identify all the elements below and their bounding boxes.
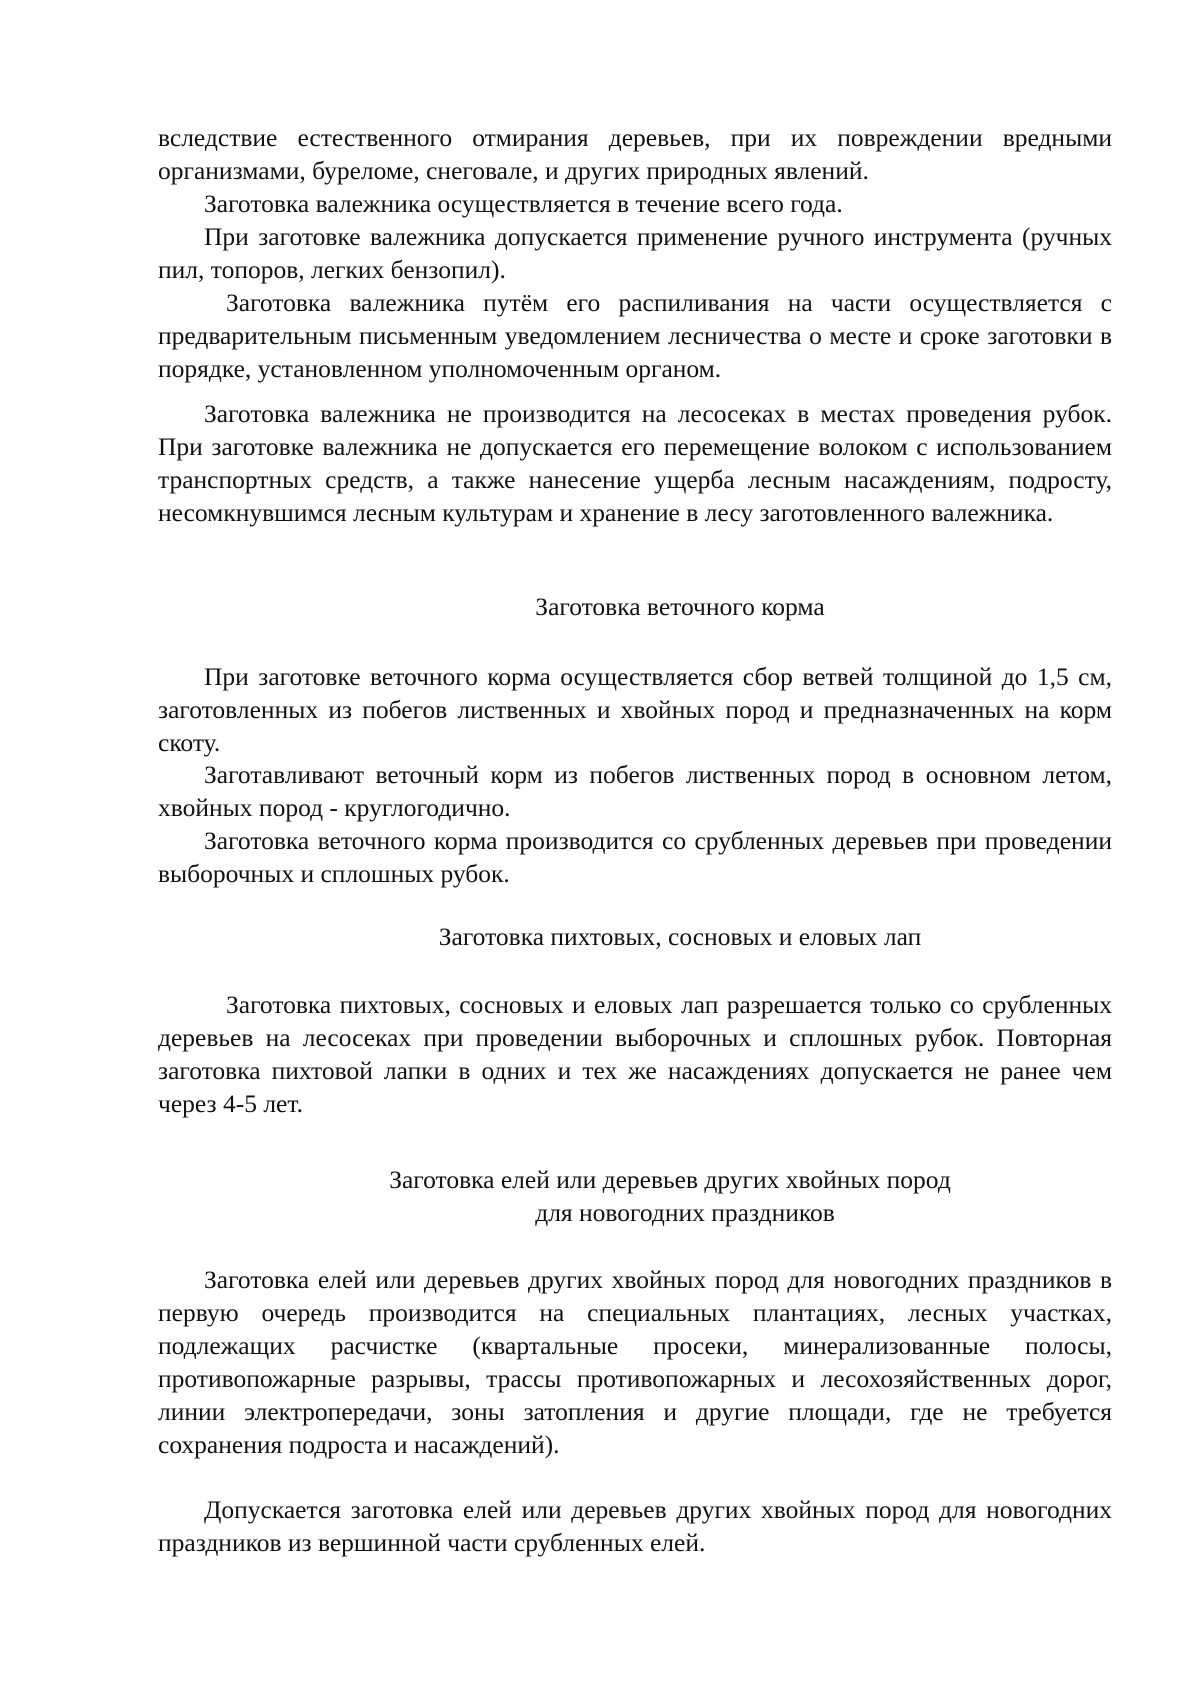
heading-new-year-trees-line2: для новогодних праздников xyxy=(535,1198,835,1227)
paragraph-notice: Заготовка валежника путём его распиливания на части осуществляется с предварительным письменным уведомлением лесничества о месте и сроке заготовки в порядке, установленном уполномоченным органом. xyxy=(158,288,1112,383)
paragraph-continuation: вследствие естественного отмирания деревьев, при их повреждении вредными организмами, буреломе, снеговале, и других природных явлений. xyxy=(158,123,1112,185)
paragraph-paws-1: Заготовка пихтовых, сосновых и еловых лап разрешается только со срубленных деревьев на лесосеках при проведении выборочных и сплошных рубок. Повторная заготовка пихтовой лапки в одних и тех же насаждениях допускается не ранее чем через 4-5 лет. xyxy=(158,990,1112,1118)
paragraph-tools: При заготовке валежника допускается применение ручного инструмента (ручных пил, топоров, легких бензопил). xyxy=(158,222,1112,284)
paragraph-restrictions: Заготовка валежника не производится на лесосеках в местах проведения рубок. При заготовке валежника не допускается его перемещение волоком с использованием транспортных средств, а также нанесение ущерба лесным насаждениям, подросту, несомкнувшимся лесным культурам и хранение в лесу заготовленного валежника. xyxy=(158,399,1112,527)
heading-paws: Заготовка пихтовых, сосновых и еловых лап xyxy=(438,922,922,951)
paragraph-branch-feed-2: Заготавливают веточный корм из побегов лиственных пород в основном летом, хвойных пород - круглогодично. xyxy=(158,760,1112,822)
paragraph-new-year-trees-1: Заготовка елей или деревьев других хвойных пород для новогодних праздников в первую очередь производится на специальных плантациях, лесных участках, подлежащих расчистке (квартальные просеки, минерализованные полосы, противопожарные разрывы, трассы противопожарных и лесохозяйственных дорог, линии электропередачи, зоны затопления и другие площади, где не требуется сохранения подроста и насаждений). xyxy=(158,1265,1112,1459)
paragraph-year-round: Заготовка валежника осуществляется в течение всего года. xyxy=(204,189,843,218)
paragraph-branch-feed-3: Заготовка веточного корма производится со срубленных деревьев при проведении выборочных и сплошных рубок. xyxy=(158,826,1112,888)
heading-branch-feed: Заготовка веточного корма xyxy=(535,592,825,621)
paragraph-new-year-trees-2: Допускается заготовка елей или деревьев других хвойных пород для новогодних праздников из вершинной части срубленных елей. xyxy=(158,1495,1112,1557)
heading-new-year-trees-line1: Заготовка елей или деревьев других хвойных пород xyxy=(389,1165,951,1194)
paragraph-branch-feed-1: При заготовке веточного корма осуществляется сбор ветвей толщиной до 1,5 см, заготовленных из побегов лиственных и хвойных пород и предназначенных на корм скоту. xyxy=(158,662,1112,757)
